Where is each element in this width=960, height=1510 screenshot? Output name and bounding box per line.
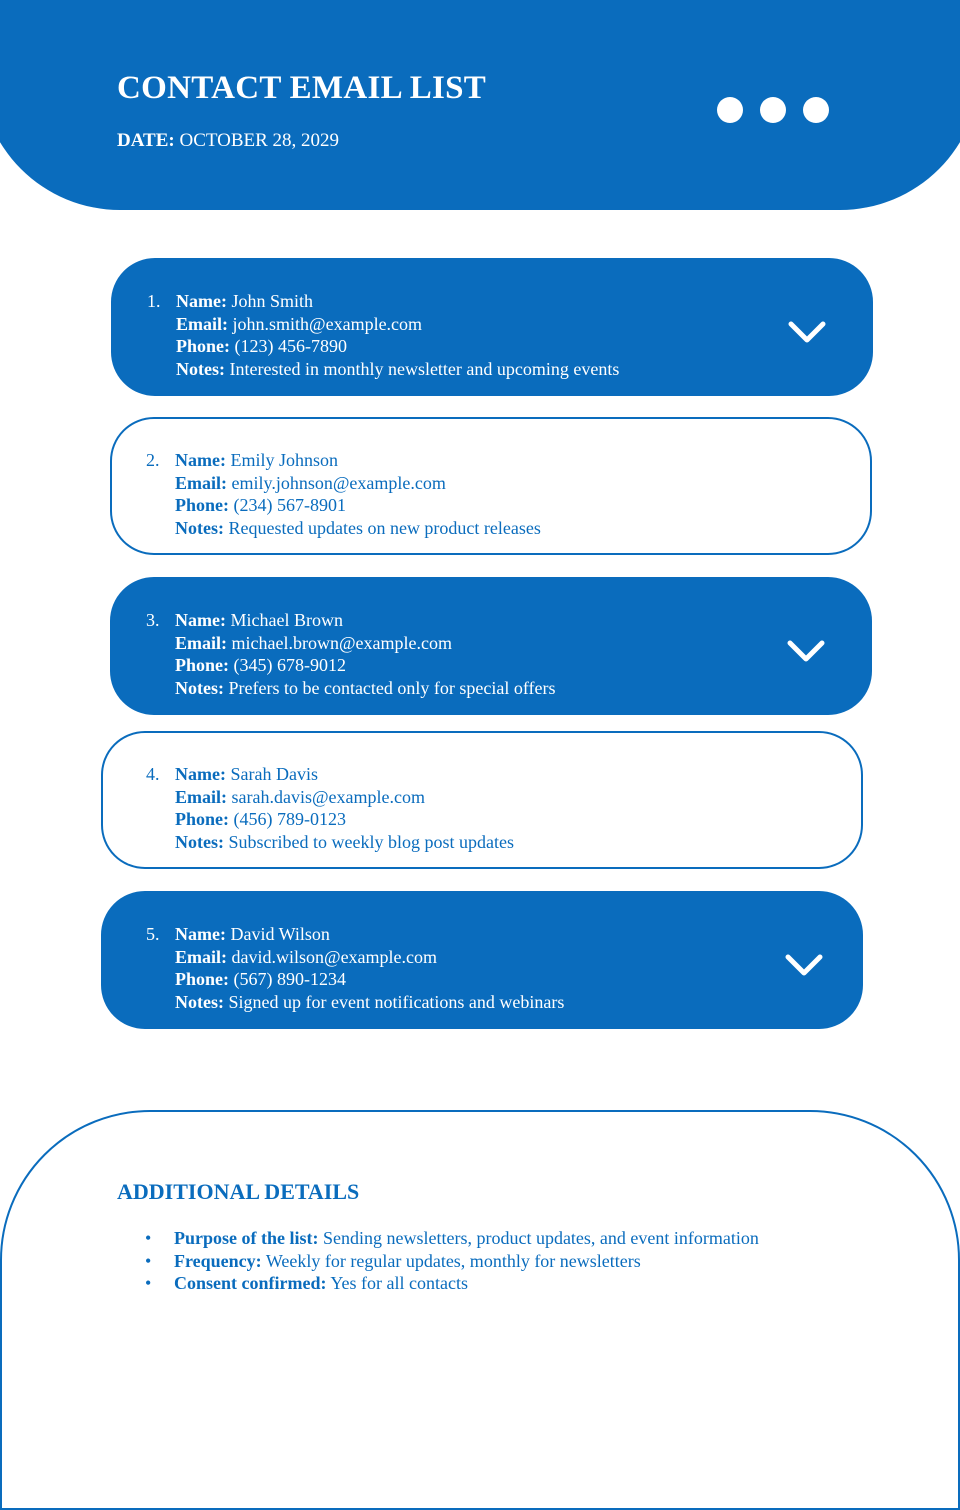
dot bbox=[717, 97, 743, 123]
contact-phone: (567) 890-1234 bbox=[233, 969, 346, 989]
phone-label: Phone: bbox=[175, 809, 229, 829]
notes-label: Notes: bbox=[175, 517, 224, 538]
detail-label: Frequency: bbox=[174, 1250, 262, 1271]
notes-label: Notes: bbox=[175, 991, 224, 1012]
date-label: DATE: bbox=[117, 130, 175, 151]
contact-phone: (234) 567-8901 bbox=[233, 495, 346, 515]
additional-details-title: ADDITIONAL DETAILS bbox=[117, 1179, 360, 1204]
email-label: Email: bbox=[175, 632, 227, 653]
bullet-icon: • bbox=[145, 1228, 152, 1248]
contact-phone: (456) 789-0123 bbox=[233, 809, 346, 829]
detail-value: Sending newsletters, product updates, and event information bbox=[322, 1228, 759, 1248]
contact-number: 4. bbox=[146, 764, 160, 784]
phone-label: Phone: bbox=[175, 969, 229, 989]
more-dots-icon[interactable] bbox=[717, 97, 829, 123]
chevron-down-icon[interactable] bbox=[786, 639, 826, 665]
contact-number: 3. bbox=[146, 610, 160, 630]
contact-details bbox=[175, 763, 514, 853]
contact-email: david.wilson@example.com bbox=[231, 946, 438, 967]
list-item bbox=[117, 1227, 759, 1250]
chevron-down-icon[interactable] bbox=[787, 320, 827, 346]
name-label: Name: bbox=[175, 450, 226, 470]
chevron-down-icon[interactable] bbox=[784, 953, 824, 979]
detail-value: Yes for all contacts bbox=[330, 1273, 468, 1293]
email-label: Email: bbox=[175, 472, 227, 493]
contact-notes: Requested updates on new product releases bbox=[228, 517, 541, 538]
name-label: Name: bbox=[175, 924, 226, 944]
detail-label: Consent confirmed: bbox=[174, 1273, 327, 1293]
contact-email: sarah.davis@example.com bbox=[231, 786, 426, 807]
contact-notes: Interested in monthly newsletter and upcoming events bbox=[229, 358, 620, 379]
contact-phone: (123) 456-7890 bbox=[234, 336, 347, 356]
contact-notes: Subscribed to weekly blog post updates bbox=[228, 831, 514, 852]
contact-details bbox=[176, 290, 619, 380]
email-label: Email: bbox=[175, 786, 227, 807]
bullet-icon: • bbox=[145, 1273, 152, 1293]
contact-email: emily.johnson@example.com bbox=[231, 472, 446, 493]
contact-details bbox=[175, 449, 541, 539]
page-date bbox=[117, 130, 339, 152]
contact-phone: (345) 678-9012 bbox=[233, 655, 346, 675]
contact-card[interactable] bbox=[110, 417, 872, 555]
contact-card[interactable] bbox=[110, 577, 872, 715]
page-title: CONTACT EMAIL LIST bbox=[117, 70, 487, 106]
name-label: Name: bbox=[175, 610, 226, 630]
name-label: Name: bbox=[175, 764, 226, 784]
notes-label: Notes: bbox=[175, 831, 224, 852]
notes-label: Notes: bbox=[175, 677, 224, 698]
phone-label: Phone: bbox=[176, 336, 230, 356]
contact-card[interactable] bbox=[101, 731, 863, 869]
email-label: Email: bbox=[176, 313, 228, 334]
contact-name: Michael Brown bbox=[230, 610, 343, 630]
detail-label: Purpose of the list: bbox=[174, 1228, 319, 1248]
contact-details bbox=[175, 923, 564, 1013]
phone-label: Phone: bbox=[175, 655, 229, 675]
contact-email: michael.brown@example.com bbox=[231, 632, 452, 653]
phone-label: Phone: bbox=[175, 495, 229, 515]
list-item bbox=[117, 1272, 759, 1295]
date-value: OCTOBER 28, 2029 bbox=[179, 130, 340, 151]
contact-name: Sarah Davis bbox=[230, 764, 318, 784]
contact-number: 5. bbox=[146, 924, 160, 944]
contact-notes: Signed up for event notifications and webinars bbox=[228, 991, 565, 1012]
email-label: Email: bbox=[175, 946, 227, 967]
contact-name: David Wilson bbox=[230, 924, 330, 944]
contact-details bbox=[175, 609, 556, 699]
name-label: Name: bbox=[176, 291, 227, 311]
contact-card[interactable] bbox=[101, 891, 863, 1029]
additional-details-panel bbox=[0, 1110, 960, 1510]
notes-label: Notes: bbox=[176, 358, 225, 379]
contact-number: 2. bbox=[146, 450, 160, 470]
detail-value: Weekly for regular updates, monthly for newsletters bbox=[265, 1250, 641, 1271]
dot bbox=[760, 97, 786, 123]
contact-card[interactable] bbox=[111, 258, 873, 396]
list-item bbox=[117, 1250, 759, 1273]
contact-notes: Prefers to be contacted only for special offers bbox=[228, 677, 556, 698]
additional-details-list bbox=[117, 1227, 759, 1295]
bullet-icon: • bbox=[145, 1250, 152, 1271]
contact-name: Emily Johnson bbox=[230, 450, 338, 470]
contact-email: john.smith@example.com bbox=[232, 313, 423, 334]
contact-number: 1. bbox=[147, 291, 161, 311]
dot bbox=[803, 97, 829, 123]
contact-name: John Smith bbox=[231, 291, 314, 311]
